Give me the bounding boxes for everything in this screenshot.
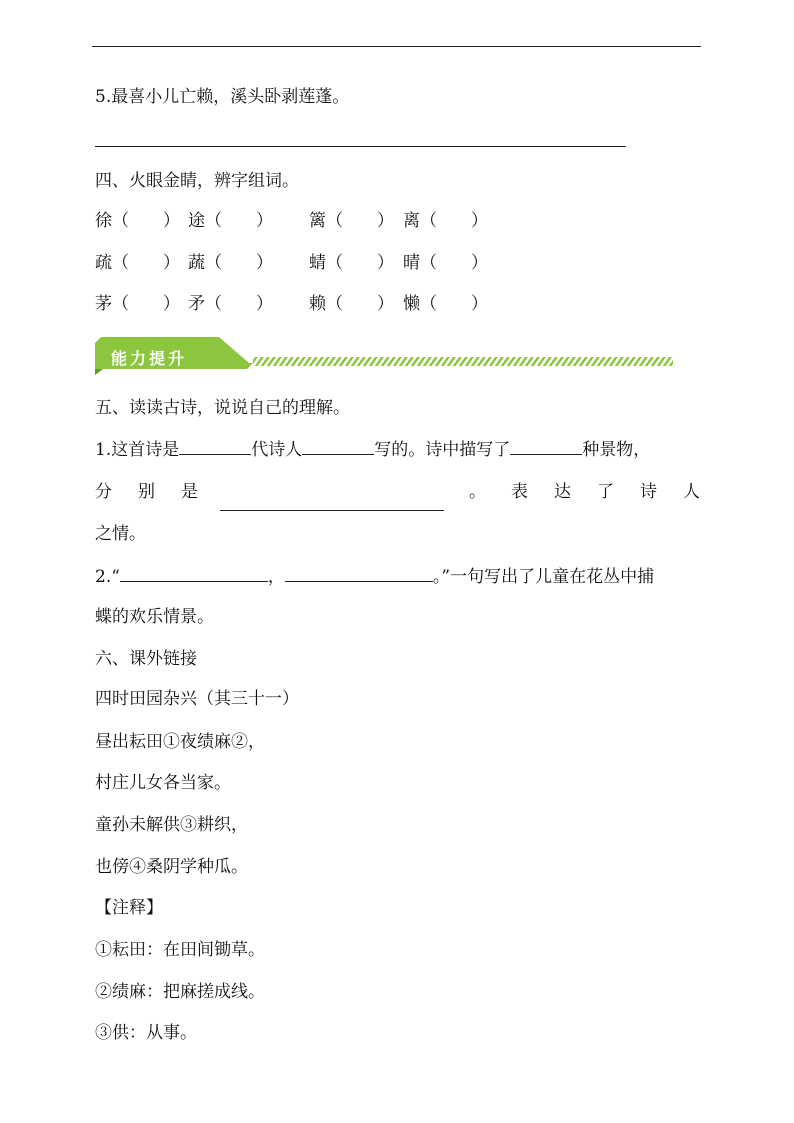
note-item: ①耘田：在田间锄草。	[95, 940, 265, 960]
notes-heading: 【注释】	[95, 898, 163, 918]
blank-scenery	[220, 495, 444, 511]
poem-line: 昼出耘田①夜绩麻②，	[95, 732, 265, 752]
question-2-line-2: 蝶的欢乐情景。	[95, 607, 214, 627]
q1-text-c: 写的。诗中描写了	[374, 440, 511, 460]
q1-text-b: 代诗人	[251, 440, 303, 460]
grid-cell: 蔬（ ）	[188, 253, 273, 273]
q1-tail: 了	[597, 482, 614, 502]
question-2-line-1	[95, 566, 654, 588]
grid-cell: 途（ ）	[188, 211, 273, 231]
top-rule	[92, 46, 701, 47]
question-1-line-2-tail	[469, 481, 486, 503]
question-1-line-3: 之情。	[95, 524, 146, 544]
note-item: ③供：从事。	[95, 1023, 197, 1043]
blank-poet	[302, 439, 374, 455]
grid-cell: 晴（ ）	[403, 253, 488, 273]
note-item: ②绩麻：把麻搓成线。	[95, 982, 265, 1002]
grid-cell: 蜻（ ）	[309, 253, 394, 273]
grid-cell: 矛（ ）	[188, 294, 273, 314]
grid-cell: 赖（ ）	[309, 294, 394, 314]
q2-comma: ，	[267, 567, 285, 587]
blank-count	[510, 439, 582, 455]
q1-text-a: 1.这首诗是	[95, 440, 180, 460]
question-5-line: 5.最喜小儿亡赖，溪头卧剥莲蓬。	[95, 87, 350, 107]
poem-line: 童孙未解供③耕织，	[95, 815, 248, 835]
blank-dynasty	[179, 439, 251, 455]
blank-verse-2	[285, 566, 433, 582]
q1-tail: 达	[554, 482, 571, 502]
section-6-heading: 六、课外链接	[95, 649, 197, 669]
grid-cell: 离（ ）	[403, 211, 488, 231]
q1-word: 别	[138, 482, 181, 502]
q2-open: 2.“	[95, 567, 120, 587]
ability-banner	[95, 337, 675, 377]
q1-word: 是	[181, 482, 198, 502]
question-1-line-2	[95, 481, 198, 503]
blank-verse-1	[120, 566, 268, 582]
poem-line: 村庄儿女各当家。	[95, 773, 231, 793]
poem-title: 四时田园杂兴（其三十一）	[95, 689, 299, 709]
grid-cell: 徐（ ）	[95, 211, 180, 231]
q1-tail: 表	[511, 482, 528, 502]
section-5-heading: 五、读读古诗，说说自己的理解。	[95, 398, 350, 418]
q1-word: 分	[95, 482, 138, 502]
question-1-line-1	[95, 439, 650, 461]
section-4-heading: 四、火眼金睛，辨字组词。	[95, 171, 299, 191]
q1-tail: 诗	[640, 482, 657, 502]
q2-close: 。”一句写出了儿童在花丛中捕	[432, 567, 655, 587]
grid-cell: 疏（ ）	[95, 253, 180, 273]
grid-cell: 茅（ ）	[95, 294, 180, 314]
grid-cell: 懒（ ）	[403, 294, 488, 314]
q1-text-d: 种景物，	[582, 440, 651, 460]
answer-rule	[95, 146, 626, 147]
banner-label: 能力提升	[111, 349, 188, 368]
q1-tail: 。	[469, 482, 486, 502]
grid-cell: 篱（ ）	[309, 211, 394, 231]
poem-line: 也傍④桑阴学种瓜。	[95, 857, 248, 877]
q1-tail: 人	[683, 482, 700, 502]
